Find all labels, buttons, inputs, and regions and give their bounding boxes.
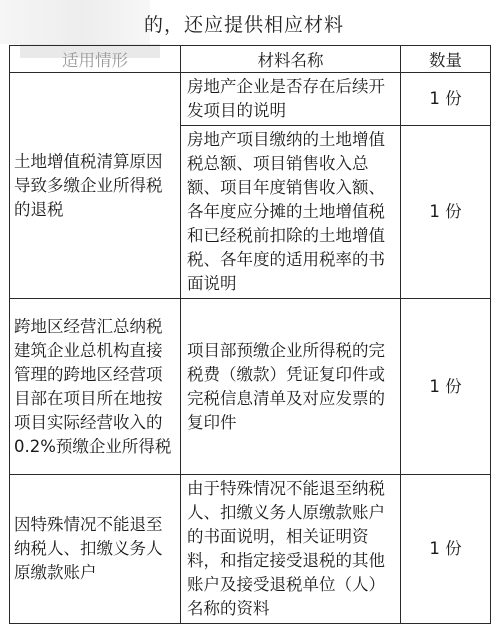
header-material: 材料名称 — [181, 46, 401, 73]
materials-table — [9, 45, 491, 624]
row-condition: 因特殊情况不能退至纳税人、扣缴义务人原缴款账户 — [10, 475, 181, 624]
row-condition: 土地增值税清算原因导致多缴企业所得税的退税 — [10, 73, 181, 299]
row-quantity: 1 份 — [401, 475, 491, 624]
table-header-row — [10, 46, 491, 73]
caption-bar — [0, 0, 499, 44]
row-material: 房地产项目缴纳的土地增值税总额、项目销售收入总额、项目年度销售收入额、各年度应分摊的土地增值税和已经税前扣除的土地增值税、各年度的适用税率的书面说明 — [181, 126, 401, 299]
row-material: 房地产企业是否存在后续开发项目的说明 — [181, 73, 401, 126]
row-quantity: 1 份 — [401, 73, 491, 126]
row-quantity: 1 份 — [401, 299, 491, 475]
header-condition: 适用情形 — [10, 46, 181, 73]
row-material: 项目部预缴企业所得税的完税费（缴款）凭证复印件或完税信息清单及对应发票的复印件 — [181, 299, 401, 475]
table-row — [10, 73, 491, 126]
table-caption: 的，还应提供相应材料 — [144, 14, 345, 36]
header-quantity: 数量 — [401, 46, 491, 73]
table-row — [10, 299, 491, 475]
blurred-region — [0, 0, 150, 44]
row-material: 由于特殊情况不能退至纳税人、扣缴义务人原缴款账户的书面说明，相关证明资料，和指定接受退税的其他账户及接受退税单位（人）名称的资料 — [181, 475, 401, 624]
row-condition: 跨地区经营汇总纳税建筑企业总机构直接管理的跨地区经营项目部在项目所在地按项目实际经营收入的 0.2%预缴企业所得税 — [10, 299, 181, 475]
row-quantity: 1 份 — [401, 126, 491, 299]
table-row — [10, 475, 491, 624]
